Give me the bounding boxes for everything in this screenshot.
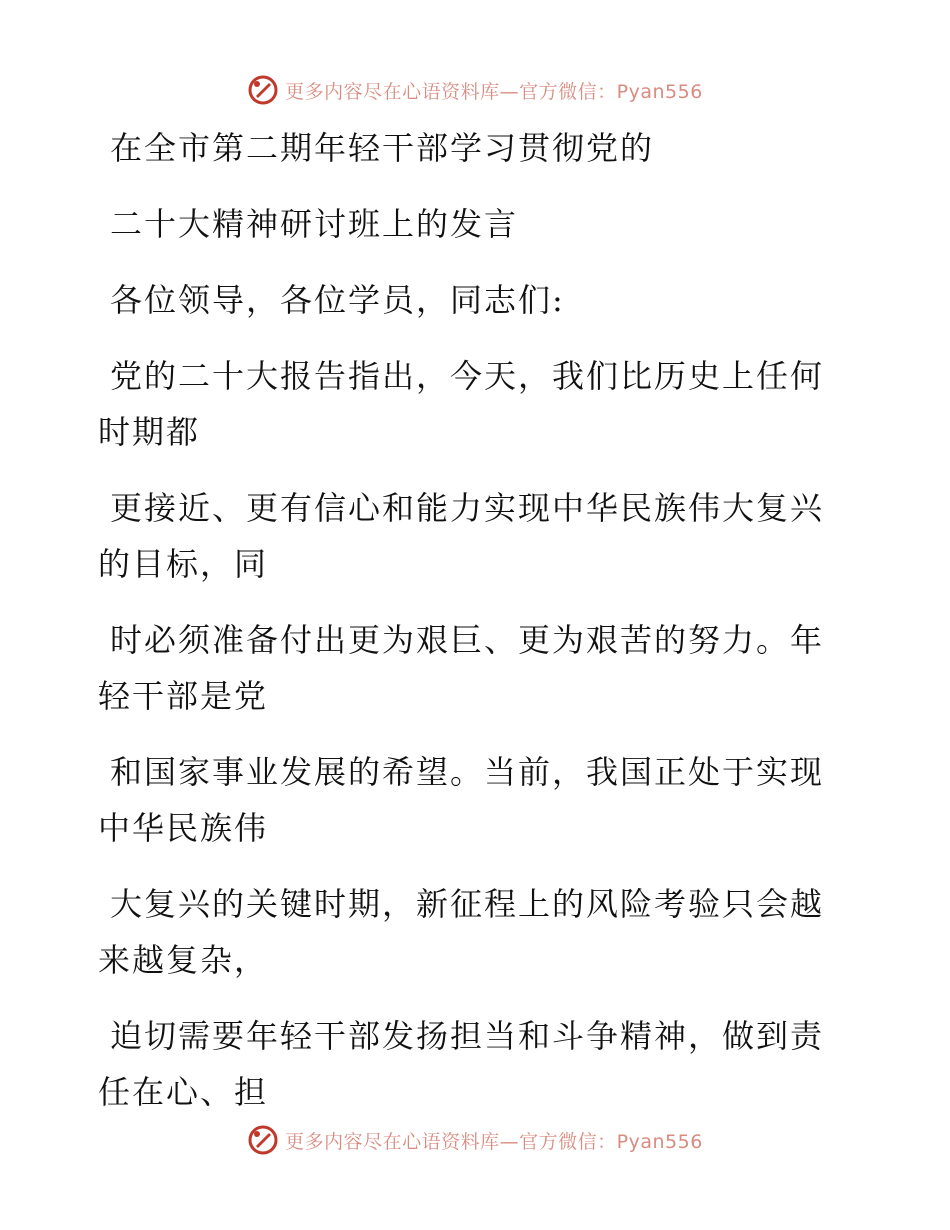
quill-seal-logo-icon xyxy=(247,1124,279,1156)
quill-seal-logo-icon xyxy=(247,74,279,106)
salutation: 各位领导，各位学员，同志们: xyxy=(110,281,565,319)
paragraph: 更接近、更有信心和能力实现中华民族伟大复兴的目标，同 xyxy=(98,489,825,583)
paragraph: 大复兴的关键时期，新征程上的风险考验只会越来越复杂， xyxy=(98,885,825,979)
document-title-line-2: 二十大精神研讨班上的发言 xyxy=(110,205,519,243)
paragraph: 迫切需要年轻干部发扬担当和斗争精神，做到责任在心、担 xyxy=(98,1017,825,1111)
header-watermark-banner xyxy=(0,70,950,110)
watermark-text: 更多内容尽在心语资料库—官方微信：Pyan556 xyxy=(285,1130,703,1153)
paragraph: 党的二十大报告指出，今天，我们比历史上任何时期都 xyxy=(98,357,825,451)
paragraph: 时必须准备付出更为艰巨、更为艰苦的努力。年轻干部是党 xyxy=(98,621,825,715)
watermark-text: 更多内容尽在心语资料库—官方微信：Pyan556 xyxy=(285,80,703,103)
document-title-line-1: 在全市第二期年轻干部学习贯彻党的 xyxy=(110,129,655,167)
footer-watermark-banner xyxy=(0,1120,950,1160)
paragraph: 和国家事业发展的希望。当前，我国正处于实现中华民族伟 xyxy=(98,753,825,847)
document-body xyxy=(98,120,838,1140)
